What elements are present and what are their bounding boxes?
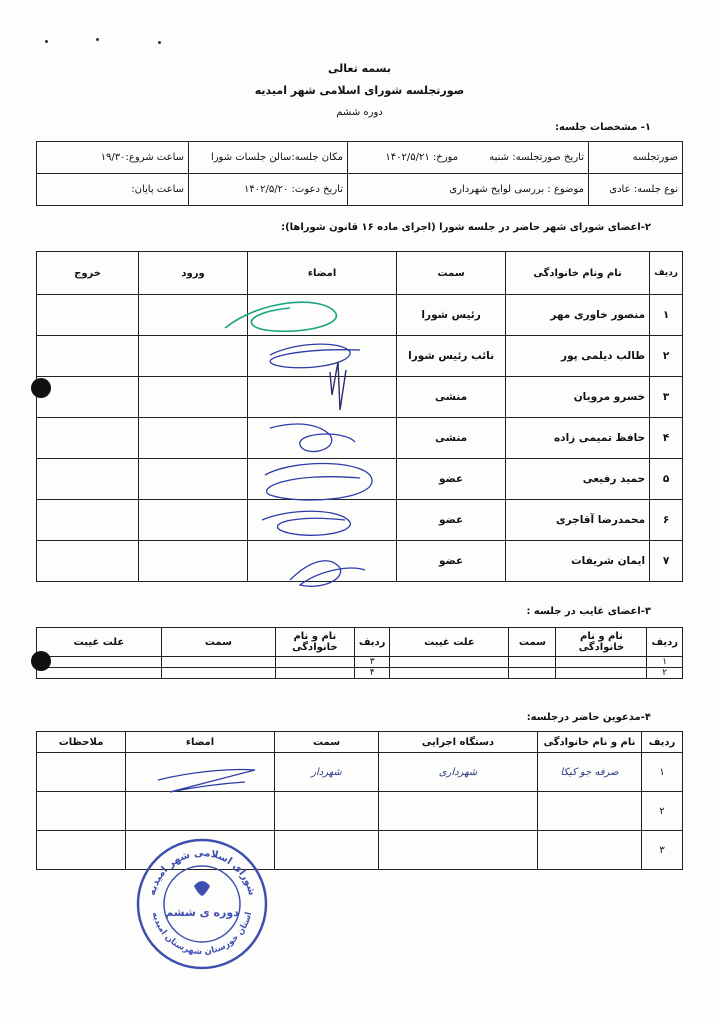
header-title: صورتجلسه شورای اسلامی شهر امیدیه [254,84,465,97]
signature-5 [265,464,372,500]
member-no: ۴ [650,418,683,459]
member-post: عضو [397,459,506,500]
emblem-icon [194,881,210,896]
member-name: ایمان شریفات [506,541,650,582]
section1-title: ۱- مشخصات جلسه: [555,122,651,133]
col-post: سمت [397,252,506,295]
cell-subject: موضوع : بررسی لوایح شهرداری [348,174,589,206]
member-post: منشی [397,377,506,418]
col-name: نام و نام خانوادگی [538,732,642,753]
signature-6 [262,511,350,535]
col-out: خروج [37,252,139,295]
row-no-2: ۳ [354,657,390,668]
col-row-2: ردیف [354,628,390,657]
stamp-bottom-text: استان خوزستان شهرستان امیدیه [149,911,255,958]
stamp-top-text: شورای اسلامی شهر امیدیه [146,847,258,897]
col-post: سمت [509,628,556,657]
col-name-2: نام و نام خانوادگی [275,628,354,657]
col-in: ورود [139,252,248,295]
cell-dated: مورخ: ۱۴۰۲/۵/۲۱ [385,152,459,163]
member-no: ۶ [650,500,683,541]
col-post-2: سمت [161,628,275,657]
row-no-2: ۴ [354,668,390,679]
signature-3 [330,362,346,410]
col-reason: علت غیبت [390,628,509,657]
invitee-org: شهرداری [379,753,538,792]
member-name: طالب دیلمی پور [506,336,650,377]
row-no: ۱ [647,657,683,668]
row-no: ۲ [642,792,683,831]
member-no: ۵ [650,459,683,500]
invitee-name: صرفه جو کیکا [538,753,642,792]
invitee-signature [158,769,255,792]
member-no: ۷ [650,541,683,582]
invitee-post: شهردار [275,753,379,792]
member-no: ۳ [650,377,683,418]
col-sign: امضاء [248,252,397,295]
col-row: ردیف [650,252,683,295]
signature-1 [225,302,336,331]
member-name: حافظ تمیمی زاده [506,418,650,459]
member-name: حمید رفیعی [506,459,650,500]
header-term: دوره ششم [336,107,383,118]
col-row: ردیف [647,628,683,657]
col-name: نام ونام خانوادگی [506,252,650,295]
col-post: سمت [275,732,379,753]
member-post: عضو [397,541,506,582]
col-sign: امضاء [126,732,275,753]
member-no: ۱ [650,295,683,336]
col-name: نام و نام خانوادگی [556,628,647,657]
member-name: محمدرضا آقاجری [506,500,650,541]
col-org: دستگاه اجرایی [379,732,538,753]
section4-title: ۴-مدعوین حاضر درجلسه: [526,712,651,723]
cell-type: صورتجلسه [589,142,683,174]
section3-title: ۳-اعضای غایب در جلسه : [526,606,651,617]
member-post: رئیس شورا [397,295,506,336]
member-post: عضو [397,500,506,541]
cell-end: ساعت پایان: [37,174,189,206]
member-name: خسرو مرویان [506,377,650,418]
cell-place: مکان جلسه:سالن جلسات شورا [189,142,348,174]
binder-hole-icon [31,651,51,671]
col-notes: ملاحظات [37,732,126,753]
stamp-inner-ring [164,866,240,942]
council-stamp [134,836,270,972]
member-no: ۲ [650,336,683,377]
member-post: منشی [397,418,506,459]
cell-date: تاریخ صورتجلسه: شنبه [489,152,584,163]
binder-hole-icon [31,378,51,398]
row-no: ۲ [647,668,683,679]
col-row: ردیف [642,732,683,753]
section2-title: ۲-اعضای شورای شهر حاضر در جلسه شورا (اجرای ماده ۱۶ قانون شوراها): [281,222,651,233]
cell-start: ساعت شروع:۱۹/۳۰ [37,142,189,174]
row-no: ۱ [642,753,683,792]
member-post: نائب رئیس شورا [397,336,506,377]
row-no: ۳ [642,831,683,870]
cell-invite: تاریخ دعوت: ۱۴۰۲/۵/۲۰ [189,174,348,206]
member-name: منصور خاوری مهر [506,295,650,336]
signature-4 [270,424,355,451]
header-basmala: بسمه تعالی [328,62,391,75]
cell-kind: نوع جلسه: عادی [589,174,683,206]
signature-7 [290,561,365,587]
col-reason-2: علت غیبت [37,628,162,657]
signature-2 [270,344,360,368]
stamp-center-text: دوره ی ششم [165,906,239,919]
